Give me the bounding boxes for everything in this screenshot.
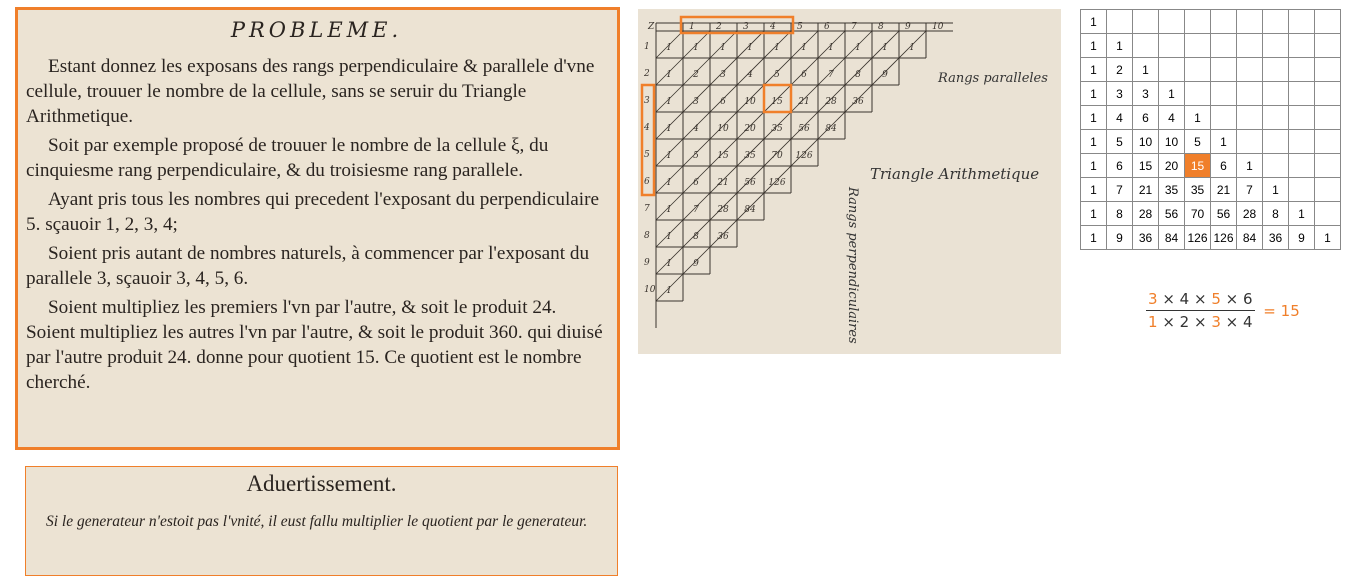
table-cell: 1 [1211, 130, 1237, 154]
top-rank-number: 9 [905, 22, 911, 32]
formula-term: 5 [1211, 290, 1221, 308]
empty-cell [1315, 58, 1341, 82]
table-cell: 1 [1185, 106, 1211, 130]
table-row [1081, 82, 1341, 106]
triangle-cell-value: 1 [747, 43, 753, 53]
table-cell: 70 [1185, 202, 1211, 226]
empty-cell [1315, 34, 1341, 58]
formula-term: 2 [1179, 313, 1190, 331]
table-cell: 36 [1133, 226, 1159, 250]
empty-cell [1315, 202, 1341, 226]
empty-cell [1211, 10, 1237, 34]
table-cell: 9 [1107, 226, 1133, 250]
empty-cell [1315, 178, 1341, 202]
note-title: Aduertissement. [246, 471, 397, 496]
formula-term: 4 [1242, 313, 1253, 331]
triangle-cell-value: 35 [744, 151, 756, 161]
triangle-cell-value: 1 [666, 97, 672, 107]
problem-paragraph: Soient multipliez les premiers l'vn par l'autre, & soit le produit 24. Soient multipliez les autres l'vn par l'autre, & soit le produit 360. qui diuisé par l'autre produit 24. donne pour quotient 15. Ce quotient est le nombre cherché. [26, 297, 603, 393]
triangle-cell-value: 1 [666, 205, 672, 215]
table-cell: 56 [1159, 202, 1185, 226]
table-cell: 1 [1081, 154, 1107, 178]
note-scan [25, 466, 618, 576]
triangle-cell-value: 4 [747, 70, 753, 80]
empty-cell [1289, 10, 1315, 34]
triangle-cell-value: 8 [693, 232, 699, 242]
empty-cell [1289, 34, 1315, 58]
triangle-cell-value: 5 [774, 70, 780, 80]
table-cell: 6 [1107, 154, 1133, 178]
triangle-cell-value: 7 [828, 70, 834, 80]
triangle-cell-value: 1 [666, 232, 672, 242]
triangle-cell-value: 1 [693, 43, 699, 53]
table-cell: 1 [1289, 202, 1315, 226]
empty-cell [1211, 34, 1237, 58]
empty-cell [1289, 154, 1315, 178]
formula-term: 3 [1148, 290, 1158, 308]
formula [1146, 290, 1300, 331]
triangle-cell-value: 7 [693, 205, 699, 215]
triangle-cell-value: 1 [666, 178, 672, 188]
top-rank-number: 5 [797, 22, 803, 32]
formula-term: 4 [1179, 290, 1190, 308]
table-cell: 6 [1211, 154, 1237, 178]
empty-cell [1185, 34, 1211, 58]
formula-times: × [1220, 290, 1243, 308]
table-row [1081, 226, 1341, 250]
triangle-cell-value: 21 [717, 178, 729, 188]
formula-times: × [1220, 313, 1243, 331]
triangle-cell-value: 9 [882, 70, 888, 80]
empty-cell [1237, 10, 1263, 34]
table-cell: 126 [1211, 226, 1237, 250]
triangle-cell-value: 1 [666, 259, 672, 269]
top-rank-number: 8 [878, 22, 884, 32]
problem-paragraph: Estant donnez les exposans des rangs perpendiculaire & parallele d'vne cellule, trouuer le nombre de la cellule, sans se seruir du Triangle Arithmetique. [26, 56, 595, 127]
problem-paragraph: Soient pris autant de nombres naturels, à commencer par l'exposant du parallele 3, sçauoir 3, 4, 5, 6. [26, 243, 590, 289]
triangle-cell-value: 35 [771, 124, 783, 134]
table-row [1081, 202, 1341, 226]
table-cell: 1 [1081, 10, 1107, 34]
empty-cell [1211, 106, 1237, 130]
triangle-cell-value: 6 [720, 97, 726, 107]
side-rank-number: 3 [644, 96, 650, 106]
table-cell: 5 [1107, 130, 1133, 154]
table-cell: 1 [1133, 58, 1159, 82]
table-cell: 84 [1159, 226, 1185, 250]
table-row [1081, 58, 1341, 82]
table-cell: 8 [1107, 202, 1133, 226]
side-rank-number: 8 [644, 231, 650, 241]
problem-paragraph: Soit par exemple proposé de trouuer le nombre de la cellule ξ, du cinquiesme rang perpendiculaire, & du troisiesme rang parallele. [26, 135, 549, 181]
triangle-cell-value: 3 [720, 70, 726, 80]
triangle-cell-value: 126 [768, 178, 786, 188]
formula-result: 15 [1280, 301, 1300, 320]
top-rank-number: 3 [743, 22, 749, 32]
triangle-cell-value: 1 [801, 43, 807, 53]
table-cell: 1 [1263, 178, 1289, 202]
table-cell: 4 [1159, 106, 1185, 130]
table-cell: 3 [1107, 82, 1133, 106]
arithmetic-triangle-scan [638, 9, 1061, 354]
empty-cell [1289, 130, 1315, 154]
side-rank-number: 2 [644, 69, 650, 79]
empty-cell [1315, 130, 1341, 154]
top-rank-number: 1 [689, 22, 695, 32]
label-perpendicular-ranks: Rangs perpendiculaires [845, 187, 860, 344]
triangle-cell-value: 15 [771, 97, 783, 107]
triangle-cell-value: 9 [693, 259, 699, 269]
table-cell: 10 [1159, 130, 1185, 154]
table-row [1081, 106, 1341, 130]
table-cell: 1 [1081, 226, 1107, 250]
table-cell: 1 [1315, 226, 1341, 250]
triangle-cell-value: 10 [717, 124, 729, 134]
table-row [1081, 10, 1341, 34]
table-cell: 15 [1133, 154, 1159, 178]
formula-times: × [1189, 290, 1212, 308]
table-cell: 4 [1107, 106, 1133, 130]
table-cell: 1 [1081, 34, 1107, 58]
triangle-cell-value: 1 [774, 43, 780, 53]
empty-cell [1263, 154, 1289, 178]
empty-cell [1211, 58, 1237, 82]
empty-cell [1237, 106, 1263, 130]
triangle-cell-value: 5 [693, 151, 699, 161]
empty-cell [1185, 10, 1211, 34]
formula-times: × [1157, 290, 1180, 308]
side-rank-number: 5 [644, 150, 650, 160]
formula-times: × [1189, 313, 1212, 331]
table-cell: 1 [1081, 178, 1107, 202]
empty-cell [1159, 34, 1185, 58]
empty-cell [1315, 10, 1341, 34]
formula-times: × [1157, 313, 1180, 331]
triangle-cell-value: 1 [882, 43, 888, 53]
formula-term: 3 [1211, 313, 1221, 331]
table-cell: 5 [1185, 130, 1211, 154]
triangle-cell-value: 20 [744, 124, 756, 134]
triangle-cell-value: 36 [717, 232, 729, 242]
triangle-cell-value: 84 [744, 205, 756, 215]
empty-cell [1237, 58, 1263, 82]
table-cell: 6 [1133, 106, 1159, 130]
triangle-cell-value: 1 [855, 43, 861, 53]
table-cell: 1 [1081, 58, 1107, 82]
table-cell: 10 [1133, 130, 1159, 154]
formula-term: 1 [1148, 313, 1158, 331]
table-cell: 21 [1133, 178, 1159, 202]
empty-cell [1159, 58, 1185, 82]
pascal-table [1080, 9, 1341, 250]
triangle-cell-value: 1 [720, 43, 726, 53]
triangle-cell-value: 15 [717, 151, 729, 161]
empty-cell [1107, 10, 1133, 34]
side-rank-number: 1 [644, 42, 650, 52]
empty-cell [1263, 58, 1289, 82]
formula-equals: = 15 [1263, 301, 1300, 320]
top-rank-number: 7 [851, 22, 857, 32]
triangle-cell-value: 6 [801, 70, 807, 80]
triangle-cell-value: 1 [666, 124, 672, 134]
empty-cell [1263, 34, 1289, 58]
empty-cell [1263, 130, 1289, 154]
table-cell: 28 [1237, 202, 1263, 226]
empty-cell [1237, 130, 1263, 154]
side-rank-number: 7 [644, 204, 650, 214]
triangle-cell-value: 1 [666, 151, 672, 161]
triangle-cell-value: 36 [852, 97, 864, 107]
empty-cell [1133, 34, 1159, 58]
triangle-cell-value: 28 [717, 205, 729, 215]
triangle-cell-value: 1 [666, 286, 672, 296]
empty-cell [1159, 10, 1185, 34]
table-cell: 21 [1211, 178, 1237, 202]
table-row [1081, 34, 1341, 58]
note-text: Si le generateur n'estoit pas l'vnité, il eust fallu multiplier le quotient par le generateur. [46, 513, 588, 530]
table-cell: 1 [1237, 154, 1263, 178]
side-rank-number: 4 [644, 123, 650, 133]
triangle-cell-value: 21 [798, 97, 810, 107]
triangle-cell-value: 2 [693, 70, 699, 80]
table-cell: 126 [1185, 226, 1211, 250]
table-cell: 84 [1237, 226, 1263, 250]
empty-cell [1289, 106, 1315, 130]
table-cell: 35 [1185, 178, 1211, 202]
empty-cell [1237, 34, 1263, 58]
empty-cell [1289, 178, 1315, 202]
triangle-cell-value: 126 [795, 151, 813, 161]
table-cell: 1 [1081, 130, 1107, 154]
empty-cell [1263, 82, 1289, 106]
empty-cell [1185, 82, 1211, 106]
fraction-numerator [1146, 290, 1255, 311]
table-cell: 9 [1289, 226, 1315, 250]
label-parallel-ranks: Rangs paralleles [938, 71, 1048, 86]
table-cell: 1 [1081, 202, 1107, 226]
triangle-cell-value: 1 [666, 43, 672, 53]
top-rank-number: 4 [770, 22, 776, 32]
table-cell: 3 [1133, 82, 1159, 106]
triangle-cell-value: 3 [693, 97, 699, 107]
table-cell: 1 [1159, 82, 1185, 106]
side-rank-number: 9 [644, 258, 650, 268]
triangle-cell-value: 6 [693, 178, 699, 188]
table-cell: 56 [1211, 202, 1237, 226]
triangle-cell-value: 1 [828, 43, 834, 53]
empty-cell [1289, 82, 1315, 106]
problem-title: PROBLEME. [230, 18, 403, 42]
label-arithmetic-triangle: Triangle Arithmetique [870, 165, 1040, 183]
empty-cell [1315, 82, 1341, 106]
table-cell: 7 [1237, 178, 1263, 202]
highlighted-cell: 15 [1185, 154, 1211, 178]
table-cell: 28 [1133, 202, 1159, 226]
problem-paragraph: Ayant pris tous les nombres qui precedent l'exposant du perpendiculaire 5. sçauoir 1, 2, 3, 4; [26, 189, 600, 235]
empty-cell [1315, 154, 1341, 178]
table-row [1081, 178, 1341, 202]
table-row [1081, 154, 1341, 178]
triangle-cell-value: 8 [855, 70, 861, 80]
empty-cell [1289, 58, 1315, 82]
fraction [1146, 290, 1255, 331]
top-rank-number: 2 [716, 22, 722, 32]
table-row [1081, 130, 1341, 154]
empty-cell [1133, 10, 1159, 34]
table-cell: 1 [1081, 106, 1107, 130]
side-rank-number: 6 [644, 177, 650, 187]
top-rank-number: 6 [824, 22, 830, 32]
empty-cell [1315, 106, 1341, 130]
empty-cell [1185, 58, 1211, 82]
triangle-cell-value: 10 [744, 97, 756, 107]
triangle-cell-value: 56 [798, 124, 810, 134]
empty-cell [1263, 10, 1289, 34]
table-cell: 20 [1159, 154, 1185, 178]
top-rank-number: 10 [932, 22, 944, 32]
table-cell: 8 [1263, 202, 1289, 226]
problem-page-scan [15, 7, 620, 450]
side-rank-number: 10 [644, 285, 656, 295]
table-cell: 2 [1107, 58, 1133, 82]
triangle-cell-value: 84 [825, 124, 837, 134]
table-cell: 1 [1081, 82, 1107, 106]
empty-cell [1211, 82, 1237, 106]
triangle-cell-value: 70 [771, 151, 783, 161]
table-cell: 35 [1159, 178, 1185, 202]
empty-cell [1237, 82, 1263, 106]
triangle-cell-value: 1 [909, 43, 915, 53]
top-rank-number: Z [648, 22, 655, 32]
empty-cell [1263, 106, 1289, 130]
triangle-cell-value: 28 [825, 97, 837, 107]
triangle-cell-value: 4 [693, 124, 699, 134]
table-cell: 36 [1263, 226, 1289, 250]
table-cell: 7 [1107, 178, 1133, 202]
triangle-cell-value: 1 [666, 70, 672, 80]
table-cell: 1 [1107, 34, 1133, 58]
triangle-cell-value: 56 [744, 178, 756, 188]
fraction-denominator [1146, 311, 1255, 331]
formula-term: 6 [1242, 290, 1253, 308]
